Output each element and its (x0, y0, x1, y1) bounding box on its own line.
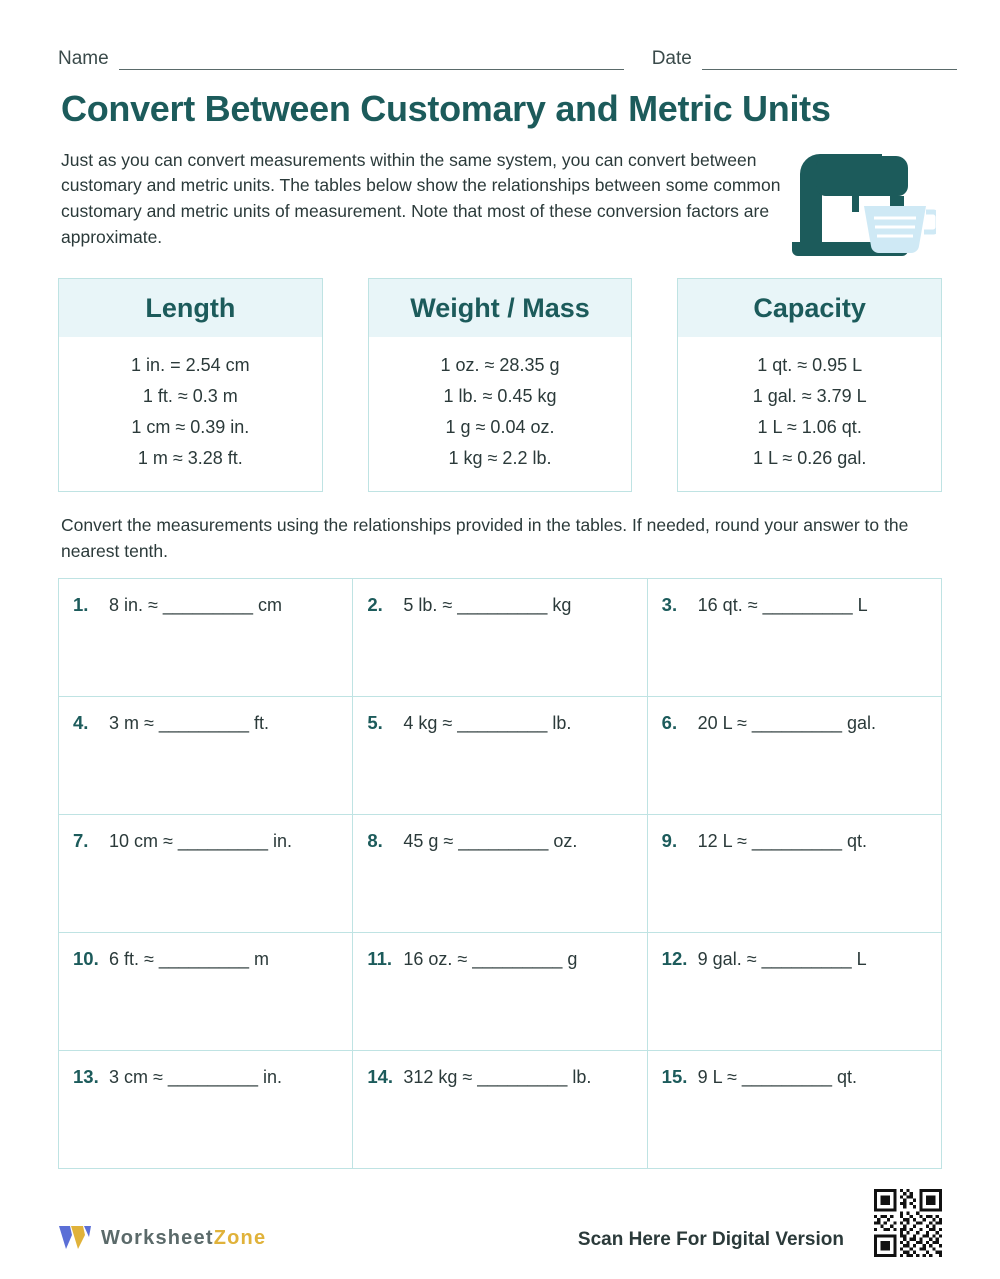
problem-number: 10. (73, 948, 99, 970)
name-label: Name (58, 48, 109, 69)
problem-cell-7[interactable] (59, 815, 353, 933)
table-row: 1 L ≈ 1.06 qt. (757, 417, 862, 438)
problem-text: 10 cm ≈ _________ in. (109, 831, 293, 852)
table-length (58, 278, 323, 492)
table-row: 1 m ≈ 3.28 ft. (137, 448, 243, 469)
problem-number: 8. (367, 830, 383, 852)
intro-paragraph: Just as you can convert measurements within the same system, you can convert between customary and metric units. The tables below show the relationships between some common customary and metric units of measurement. Note that most of these conversion factors are approximate. (61, 149, 781, 247)
problem-text: 5 lb. ≈ _________ kg (403, 595, 572, 616)
table-row: 1 qt. ≈ 0.95 L (757, 354, 863, 375)
problem-text: 9 L ≈ _________ qt. (697, 1067, 858, 1088)
problem-text: 6 ft. ≈ _________ m (109, 949, 269, 970)
problem-text: 3 m ≈ _________ ft. (109, 713, 269, 734)
problem-cell-2[interactable] (353, 579, 647, 697)
problem-text: 45 g ≈ _________ oz. (403, 831, 578, 852)
problem-number: 13. (73, 1066, 99, 1088)
page-title: Convert Between Customary and Metric Units (61, 88, 831, 129)
table-capacity-rows (678, 337, 941, 491)
intro-section (58, 148, 942, 260)
scan-instruction-text: Scan Here For Digital Version (577, 1229, 844, 1250)
problem-number: 12. (661, 948, 688, 970)
brand-wordmark (101, 1227, 266, 1250)
worksheet-zone-logo-icon (58, 1223, 92, 1253)
problem-number: 15. (661, 1066, 688, 1088)
problem-number: 3. (661, 594, 678, 616)
date-label: Date (651, 48, 692, 69)
name-date-row (58, 48, 942, 70)
problem-cell-9[interactable] (648, 815, 942, 933)
problem-number: 6. (661, 712, 678, 734)
problem-cell-5[interactable] (353, 697, 647, 815)
table-capacity (677, 278, 942, 492)
problem-text: 9 gal. ≈ _________ L (697, 949, 867, 970)
directions-text: Convert the measurements using the relationships provided in the tables. If needed, round your answer to the nearest tenth. (61, 514, 909, 562)
table-row: 1 gal. ≈ 3.79 L (752, 385, 867, 406)
table-row: 1 cm ≈ 0.39 in. (131, 417, 250, 438)
problem-cell-11[interactable] (353, 933, 647, 1051)
table-row: 1 ft. ≈ 0.3 m (142, 385, 238, 406)
problem-number: 11. (367, 948, 393, 970)
problem-number: 9. (661, 830, 678, 852)
table-row: 1 g ≈ 0.04 oz. (445, 417, 555, 438)
problem-cell-4[interactable] (59, 697, 353, 815)
table-length-heading: Length (59, 279, 322, 337)
problem-cell-15[interactable] (648, 1051, 942, 1169)
problem-text: 20 L ≈ _________ gal. (697, 713, 877, 734)
table-weight-mass-heading: Weight / Mass (369, 279, 632, 337)
table-length-rows (59, 337, 322, 491)
problem-number: 4. (73, 712, 89, 734)
problem-cell-1[interactable] (59, 579, 353, 697)
page-footer (58, 1195, 942, 1257)
problem-text: 312 kg ≈ _________ lb. (403, 1067, 592, 1088)
table-row: 1 L ≈ 0.26 gal. (753, 448, 867, 469)
table-row: 1 kg ≈ 2.2 lb. (448, 448, 552, 469)
stand-mixer-icon (786, 144, 936, 274)
problem-number: 7. (73, 830, 89, 852)
brand-text-first: Worksheet (101, 1226, 214, 1249)
problem-cell-10[interactable] (59, 933, 353, 1051)
problem-number: 1. (73, 594, 89, 616)
table-capacity-heading: Capacity (678, 279, 941, 337)
problem-cell-14[interactable] (353, 1051, 647, 1169)
problem-number: 14. (367, 1066, 394, 1088)
problems-grid (58, 578, 942, 1169)
conversion-tables (58, 278, 942, 492)
problem-number: 2. (367, 594, 383, 616)
table-row: 1 oz. ≈ 28.35 g (440, 354, 560, 375)
problem-cell-13[interactable] (59, 1051, 353, 1169)
brand-logo[interactable] (58, 1223, 266, 1253)
problem-text: 8 in. ≈ _________ cm (109, 595, 282, 616)
problem-cell-3[interactable] (648, 579, 942, 697)
table-weight-mass (368, 278, 633, 492)
problem-text: 4 kg ≈ _________ lb. (403, 713, 572, 734)
problem-text: 16 qt. ≈ _________ L (697, 595, 868, 616)
problem-text: 12 L ≈ _________ qt. (697, 831, 868, 852)
problem-text: 16 oz. ≈ _________ g (403, 949, 578, 970)
problem-number: 5. (367, 712, 383, 734)
problem-cell-6[interactable] (648, 697, 942, 815)
table-row: 1 lb. ≈ 0.45 kg (443, 385, 557, 406)
brand-text-second: Zone (213, 1226, 267, 1249)
table-row: 1 in. = 2.54 cm (131, 354, 250, 375)
qr-code[interactable] (874, 1189, 942, 1257)
problem-text: 3 cm ≈ _________ in. (109, 1067, 282, 1088)
date-input-line[interactable] (702, 54, 957, 70)
name-input-line[interactable] (119, 54, 624, 70)
table-weight-mass-rows (369, 337, 632, 491)
problem-cell-8[interactable] (353, 815, 647, 933)
problem-cell-12[interactable] (648, 933, 942, 1051)
